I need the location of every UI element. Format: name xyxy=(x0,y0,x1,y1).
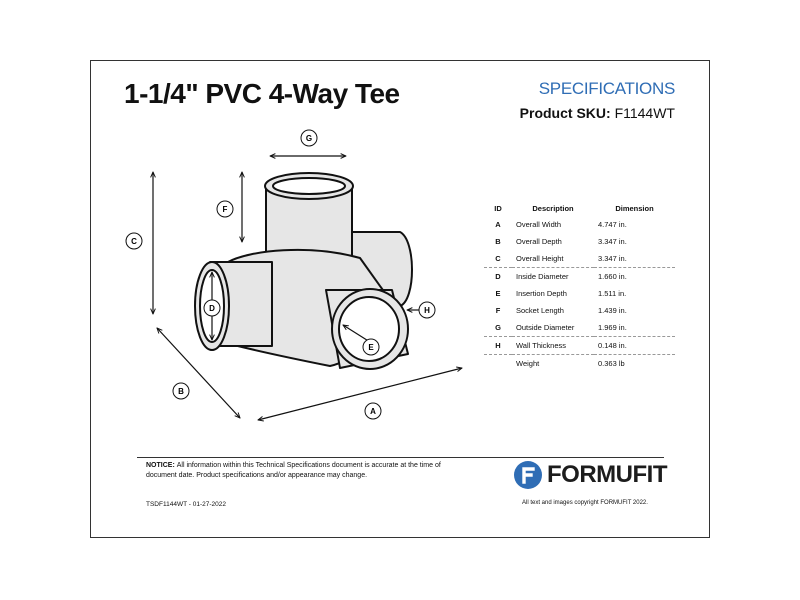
table-header-row xyxy=(484,200,675,216)
row-description: Overall Width xyxy=(516,220,562,229)
row-dimension: 1.969 in. xyxy=(598,323,627,332)
column-header-dimension: Dimension xyxy=(615,203,654,213)
table-row xyxy=(484,319,675,337)
table-row xyxy=(484,268,675,286)
row-dimension: 1.660 in. xyxy=(594,268,675,286)
callout-d xyxy=(204,300,220,316)
specifications-table xyxy=(484,200,675,372)
row-dimension: 1.439 in. xyxy=(598,306,627,315)
row-description: Wall Thickness xyxy=(512,337,594,355)
svg-text:B: B xyxy=(178,387,184,396)
row-id: A xyxy=(495,220,501,229)
table-row xyxy=(484,216,675,233)
table-row xyxy=(484,355,675,373)
row-id: G xyxy=(495,323,501,332)
footer-divider xyxy=(137,457,664,458)
top-socket-bore xyxy=(273,178,345,194)
brand-logo xyxy=(514,460,667,490)
row-dimension: 4.747 in. xyxy=(598,220,627,229)
svg-text:F: F xyxy=(222,205,228,214)
row-dimension: 0.148 in. xyxy=(594,337,675,355)
column-header-description: Description xyxy=(532,203,574,213)
sku-label: Product SKU: xyxy=(519,105,611,121)
callout-g xyxy=(301,130,317,146)
column-header-id: ID xyxy=(494,203,502,213)
row-id: E xyxy=(495,289,501,298)
copyright-text: All text and images copyright FORMUFIT 2022. xyxy=(522,500,648,506)
page-title: 1-1/4" PVC 4-Way Tee xyxy=(124,78,400,109)
callout-f xyxy=(217,201,233,217)
table-row xyxy=(484,233,675,250)
notice-body: All information within this Technical Specifications document is accurate at the time of document date. Product specifications and/or appearance may change. xyxy=(146,462,441,479)
notice-text xyxy=(146,461,466,480)
row-id: B xyxy=(495,237,501,246)
svg-text:G: G xyxy=(305,134,313,143)
svg-text:H: H xyxy=(424,306,430,315)
row-id: C xyxy=(495,254,501,263)
row-description: Overall Depth xyxy=(516,237,562,246)
svg-text:C: C xyxy=(131,237,137,246)
row-id: D xyxy=(484,268,512,286)
callout-a xyxy=(365,403,381,419)
table-row xyxy=(484,302,675,319)
formufit-logo-icon xyxy=(514,461,542,489)
callout-b xyxy=(173,383,189,399)
table-row xyxy=(484,285,675,302)
row-dimension: 3.347 in. xyxy=(598,254,627,263)
callout-h xyxy=(419,302,435,318)
callout-e xyxy=(363,339,379,355)
svg-text:A: A xyxy=(370,407,376,416)
notice-label: NOTICE: xyxy=(146,462,175,469)
row-description: Overall Height xyxy=(516,254,564,263)
table-row xyxy=(484,337,675,355)
row-description: Socket Length xyxy=(516,306,564,315)
row-dimension: 3.347 in. xyxy=(598,237,627,246)
svg-text:D: D xyxy=(209,304,215,313)
row-description: Inside Diameter xyxy=(512,268,594,286)
callout-c xyxy=(126,233,142,249)
row-dimension: 0.363 lb xyxy=(594,355,675,373)
row-description: Weight xyxy=(512,355,594,373)
svg-text:E: E xyxy=(368,343,374,352)
row-id xyxy=(484,355,512,373)
dim-line-a xyxy=(258,368,462,420)
row-id: F xyxy=(495,306,501,315)
row-id: H xyxy=(484,337,512,355)
document-id: TSDF1144WT - 01-27-2022 xyxy=(146,501,226,508)
specifications-heading: SPECIFICATIONS xyxy=(538,79,675,98)
brand-name: FORMUFIT xyxy=(547,461,667,488)
table-row xyxy=(484,250,675,268)
row-description: Outside Diameter xyxy=(516,323,575,332)
row-dimension: 1.511 in. xyxy=(598,289,627,298)
row-description: Insertion Depth xyxy=(516,289,567,298)
sku-value: F1144WT xyxy=(614,105,675,121)
